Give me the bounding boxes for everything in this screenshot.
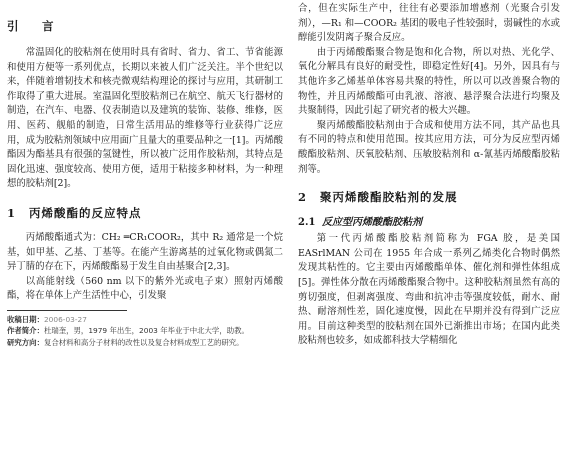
footnote-research-text: 复合材料和高分子材料的改性以及复合材料成型工艺的研究。 xyxy=(43,337,244,347)
section-1-heading xyxy=(7,205,283,221)
section-1-title: 丙烯酸酯的反应特点 xyxy=(29,205,142,220)
section-1-paragraph-2: 以高能射线（560 nm 以下的紫外光或电子束）照射丙烯酸酯，将在单体上产生活性中心，引发聚 xyxy=(7,275,283,302)
section-1-number: 1 xyxy=(7,205,17,220)
right-paragraph-2: 由于丙烯酸酯聚合物是饱和化合物，所以对热、光化学、氧化分解具有良好的耐受性，即稳定性好[4]。另外，因具有与其他许多乙烯基单体容易共聚的特性，所以可以改善聚合物的物性，并且丙烯酸酯可由乳液、溶液、悬浮聚合法进行均聚及共聚制得，因此引起了研究者的极大兴趣。 xyxy=(298,46,560,117)
right-paragraph-1: 合，但在实际生产中，往往有必要添加增感剂（光聚合引发剂），—R₁ 和—COOR₂ 基团的吸电子性较强时，弱碱性的水或醇能引发阴离子聚合反应。 xyxy=(298,3,560,44)
footnote-research-label: 研究方向： xyxy=(7,337,44,347)
section-2-1-title: 反应型丙烯酸酯胶粘剂 xyxy=(322,217,422,229)
section-2-1-heading xyxy=(298,213,560,228)
footnote-received xyxy=(7,314,283,326)
section-2-number: 2 xyxy=(298,190,308,205)
right-paragraph-3: 聚丙烯酸酯胶粘剂由于合成和使用方法不同，其产品也具有不同的特点和使用范围。按其应用方法，可分为反应型丙烯酸酯胶粘剂、厌氧胶粘剂、压敏胶粘剂和 α-氰基丙烯酸酯胶粘剂等。 xyxy=(298,119,560,175)
footnote-research xyxy=(7,337,283,349)
intro-paragraph: 常温固化的胶粘剂在使用时具有省时、省力、省工、节省能源和使用方便等一系列优点，长期以来被人们广泛关注。半个世纪以来，伴随着增韧技术和核壳微观结构理论的探讨与应用，其研制工作取得了重大进展。室温固化型胶粘剂已在航空、航天飞行器材的制造，在汽车、电器、仪表制造以及建筑的装饰、装修、维修，医用、医药、舰船的制造，日常生活用品的维修等行业获得广泛应用，成为胶粘剂领域中应用面广且量大的重要品种之一[1]。丙烯酸酯因为酯基具有很强的氢键性，所以被广泛用作胶粘剂，其特点是固化迅速、强度较高、使用方便，适用于粘接多种材料，为一种理想的胶粘剂[2]。 xyxy=(7,47,283,190)
footnote-author-label: 作者简介： xyxy=(7,326,44,336)
section-2-title: 聚丙烯酸酯胶粘剂的发展 xyxy=(320,190,458,205)
footnote-author-text: 杜瑞奎，男，1979 年出生，2003 年毕业于中北大学，助教。 xyxy=(43,326,249,336)
footnote-received-date: 2006-03-27 xyxy=(43,314,87,324)
footnote-received-label: 收稿日期： xyxy=(7,314,44,324)
right-column xyxy=(298,0,560,349)
section-2-1-number: 2.1 xyxy=(298,217,316,229)
intro-heading: 引 言 xyxy=(7,19,60,33)
section-2-heading xyxy=(298,189,560,205)
left-column xyxy=(7,0,283,348)
footnote-divider xyxy=(7,310,127,311)
footnote-author xyxy=(7,325,283,337)
right-paragraph-4: 第一代丙烯酸酯胶粘剂简称为 FGA 胶，是美国 EASrlMAN 公司在 1955 年合成一系列乙烯类化合物时偶然发现其粘性的。它主要由丙烯酸酯单体、催化剂和弹性体组成[5]。弹性体分散在丙烯酸酯聚合物中。这种胶粘剂虽然有高的剪切强度，但剥离强度、弯曲和抗冲击等强度较低，耐水、耐热、耐溶剂性差，固化速度慢，因此在早期并没有得到广泛应用。目前这种类型的胶粘剂在国外已渐推出市场；在国内此类胶粘剂也较多，如成都科技大学精细化 xyxy=(298,233,560,347)
section-1-paragraph-1: 丙烯酸酯通式为：CH₂ ═CR₁COOR₂，其中 R₂ 通常是一个烷基，如甲基、乙基、丁基等。在能产生游离基的过氧化物或偶氮二异丁腈的存在下，丙烯酸酯易于发生自由基聚合[2,3]。 xyxy=(7,231,283,273)
